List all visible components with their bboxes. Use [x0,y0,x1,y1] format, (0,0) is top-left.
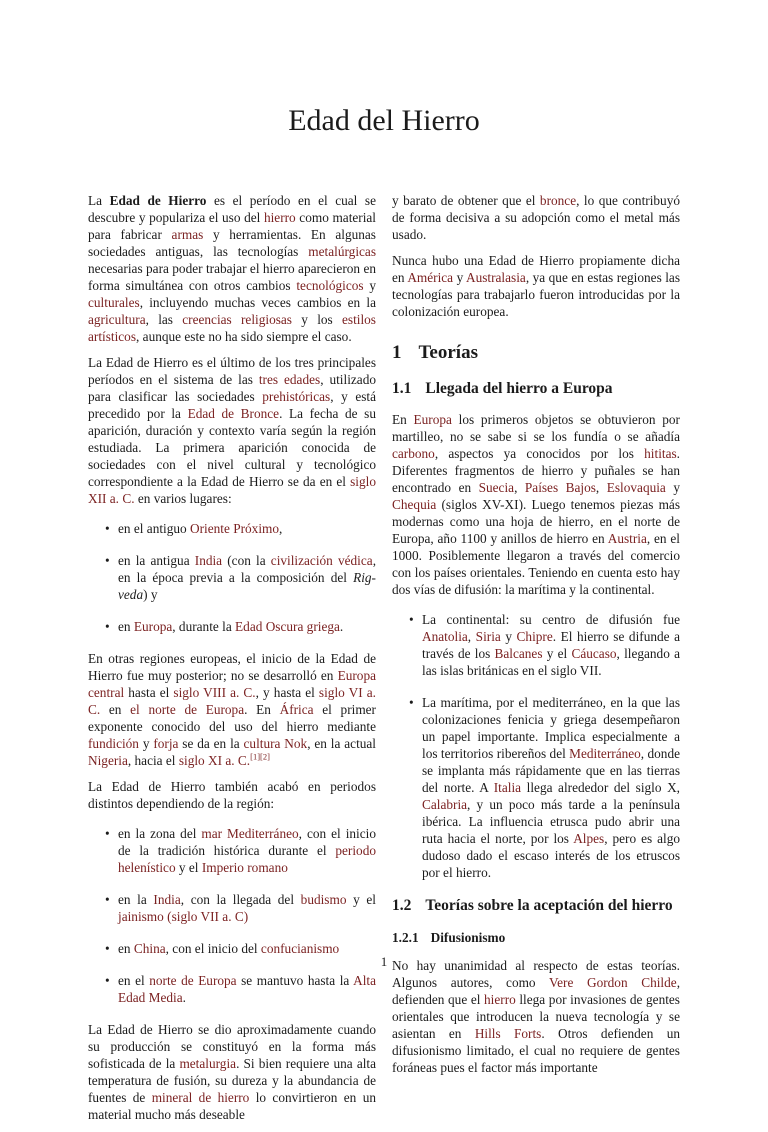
wiki-link[interactable]: metalurgia [179,1056,237,1071]
section-number: 1 [392,342,402,363]
wiki-link[interactable]: India [194,553,223,568]
text-run: . En [244,702,280,717]
list-item [422,694,680,881]
wiki-link[interactable]: siglo XII a. C. [88,474,376,506]
text-run: en la zona del [118,826,202,841]
section-heading [392,342,680,364]
section-number: 1.1 [392,380,412,397]
wiki-link[interactable]: África [279,702,314,717]
wiki-link[interactable]: Mediterráneo [569,746,641,761]
text-run: en la antigua [118,553,195,568]
text-run: , utilizado para clasificar las sociedades [88,372,376,404]
text-run: en [118,619,134,634]
list-item [118,825,376,876]
italic-text: Rig-veda [118,570,376,602]
text-run: , [467,629,476,644]
wiki-link[interactable]: mar Mediterráneo [201,826,299,841]
text-run: La Edad de Hierro se dio aproximadamente cuando su producción se constituyó en la forma más sofisticada de la [88,1022,376,1071]
text-run: (siglos XV-XI). Luego tenemos piezas más modernas como una hoja de hierro, en el norte de Europa, año 1100 y anillos de hierro en [392,497,680,546]
text-run: y [453,270,466,285]
text-run: . El hierro se difunde a través de los [422,629,680,661]
text-run: , y está precedido por la [88,389,377,421]
footnote-reference[interactable]: [1][2] [250,751,270,762]
paragraph [88,650,376,769]
section-heading [392,380,680,398]
wiki-link[interactable]: cultura Nok [243,736,308,751]
text-run: , llegando a las islas británicas en el siglo VII. [422,646,680,678]
text-run: en varios lugares: [134,491,232,506]
list-item [118,891,376,925]
text-run: , [595,480,607,495]
wiki-link[interactable]: (siglo VII a. C) [167,909,249,924]
paragraph [392,192,680,243]
text-run: , [514,480,525,495]
paragraph [392,252,680,320]
wiki-link[interactable]: Italia [493,780,522,795]
text-run: La continental: su centro de difusión fue [422,612,680,627]
text-run: , aspectos ya conocidos por los [434,446,645,461]
wiki-link[interactable]: siglo VI a. C. [88,685,376,717]
text-run: en [118,941,134,956]
text-run: y el [175,860,202,875]
wiki-link[interactable]: metalúrgicas [308,244,376,259]
section-number: 1.2 [392,897,412,914]
wiki-link[interactable]: hierro [263,210,296,225]
text-run: . [339,619,344,634]
text-run: necesarias para poder trabajar el hierro aparecieron en forma simultánea con otros cambios [88,261,376,293]
wiki-link[interactable]: budismo [300,892,347,907]
section-title: Teorías [418,342,478,363]
text-run: y [138,736,154,751]
text-run: , aunque este no ha sido siempre el caso. [136,329,352,344]
text-run: (con la [222,553,271,568]
wiki-link[interactable]: confucianismo [260,941,340,956]
text-run: . Si bien requiere una alta temperatura de fusión, su dureza y la abundancia de fuentes de [88,1056,377,1105]
text-run: , las [145,312,183,327]
text-run: La [88,193,110,208]
text-run: , durante la [172,619,236,634]
text-run: No hay unanimidad al respecto de estas teorías. Algunos autores, como [392,958,680,990]
text-run: , pero es algo dudoso dado el escaso interés de los etruscos por el hierro. [422,831,680,880]
text-run: En [392,412,414,427]
text-run: y los [291,312,342,327]
wiki-link[interactable]: Cáucaso [571,646,617,661]
page-title: Edad del Hierro [288,104,480,137]
wiki-link[interactable]: hititas [644,446,677,461]
wiki-link[interactable]: Balcanes [494,646,543,661]
list-item [118,552,376,603]
list-item [118,520,376,537]
paragraph [88,192,376,345]
wiki-link[interactable]: Nigeria [88,753,128,768]
wiki-link[interactable]: Imperio romano [201,860,288,875]
wiki-link[interactable]: Hills Forts [474,1026,542,1041]
text-run: , donde se implanta más rápidamente que en las tierras del norte. A [422,746,680,795]
text-run: en el [118,973,150,988]
wiki-link[interactable]: Chipre [516,629,553,644]
right-column [392,192,680,1132]
text-run: La Edad de Hierro es el último de los tres principales períodos en el sistema de las [88,355,376,387]
text-run: y barato de obtener que el [392,193,540,208]
wiki-link[interactable]: culturales [88,295,140,310]
wiki-link[interactable]: Oriente Próximo [190,521,280,536]
wiki-link[interactable]: tres edades [258,372,321,387]
wiki-link[interactable]: forja [153,736,179,751]
text-run: llega por invasiones de gentes orientales que introducen la nueva tecnología y se asientan en [392,992,680,1041]
text-run: el primer exponente conocido del uso del hierro mediante [88,702,376,734]
text-run: . Otros defienden un difusionismo limitado, el cual no requiere de gentes foráneas pues el factor más importante [392,1026,680,1075]
text-run: , [279,521,283,536]
wiki-link[interactable]: Chequia [392,497,437,512]
text-run: . Diferentes fragmentos de hierro y puñales se han encontrado en [392,446,680,495]
wiki-link[interactable]: Edad Oscura griega [235,619,340,634]
text-run: , lo que contribuyó de forma decisiva a su adopción como el metal más usado. [392,193,680,242]
bullet-list [88,520,376,635]
text-run: llega alrededor del siglo X, [521,780,681,795]
text-run: en el antiguo [118,521,191,536]
wiki-link[interactable]: Austria [607,531,647,546]
bullet-list [88,825,376,1006]
wiki-link[interactable]: Europa central [88,668,376,700]
text-run: , con la llegada del [180,892,301,907]
section-title: Difusionismo [430,930,506,945]
wiki-link[interactable]: fundición [88,736,139,751]
text-run: lo convirtieron en un material mucho más deseable [88,1090,376,1122]
text-run: , hacia el [127,753,179,768]
text-run: La marítima, por el mediterráneo, en la que las colonizaciones fenicia y griega desempeñaron un papel importante. Implica especialmente a los territorios ribereños del [422,695,680,761]
paragraph [88,354,376,507]
text-run: y el [346,892,376,907]
bullet-list [392,611,680,881]
wiki-link[interactable]: siglo VIII a. C. [173,685,256,700]
wiki-link[interactable]: mineral de hierro [151,1090,250,1105]
text-run: y herramientas. En algunas sociedades antiguas, las tecnologías [88,227,376,259]
wiki-link[interactable]: India [153,892,181,907]
text-run: La Edad de Hierro también acabó en periodos distintos dependiendo de la región: [88,779,376,811]
text-run: , defienden que el [392,975,681,1007]
wiki-link[interactable]: Europa [133,619,173,634]
wiki-link[interactable]: América [407,270,454,285]
wiki-link[interactable]: Edad de Bronce [187,406,280,421]
wiki-link[interactable]: periodo helenístico [118,843,376,875]
bold-text: Edad de Hierro [109,193,207,208]
text-run: Nunca hubo una Edad de Hierro propiamente dicha en [392,253,680,285]
paragraph [88,778,376,812]
text-run: , y un poco más tarde a la península ibérica. La influencia etrusca pudo abrir una ruta hacia el norte, por los [422,797,680,846]
wiki-link[interactable]: Alpes [573,831,605,846]
wiki-link[interactable]: Países Bajos [524,480,596,495]
wiki-link[interactable]: tecnológicos [296,278,364,293]
text-run: , en la actual [307,736,377,751]
list-item [118,972,376,1006]
wiki-link[interactable]: Australasia [465,270,526,285]
wiki-link[interactable]: Eslovaquia [606,480,666,495]
wiki-link[interactable]: Vere Gordon Childe [548,975,677,990]
paragraph [392,411,680,598]
text-run: ) y [143,587,158,602]
text-run: . [182,990,186,1005]
text-run: y [500,629,517,644]
list-item [422,611,680,679]
wiki-link[interactable]: jainismo [118,909,164,924]
text-run: como material para fabricar [88,210,377,242]
section-title: Llegada del hierro a Europa [425,380,613,397]
text-run: , incluyendo muchas veces cambios en la [139,295,376,310]
text-run: , con el inicio de la tradición histórica durante el [118,826,376,858]
section-heading [392,897,680,915]
section-number: 1.2.1 [392,930,419,945]
wiki-link[interactable]: siglo XI a. C. [178,753,251,768]
wiki-link[interactable]: carbono [392,446,435,461]
wiki-link[interactable]: norte de Europa [149,973,237,988]
paragraph [392,957,680,1076]
wiki-link[interactable]: bronce [539,193,577,208]
wiki-link[interactable]: Calabria [422,797,468,812]
wiki-link[interactable]: civilización védica [270,553,373,568]
two-column-layout [88,192,680,1132]
text-run: es el período en el cual se descubre y populariza el uso del [88,193,376,225]
wiki-link[interactable]: Alta Edad Media [118,973,376,1005]
list-item [118,618,376,635]
paragraph [88,1021,376,1123]
text-run: En otras regiones europeas, el inicio de la Edad de Hierro fue muy posterior; no se desarrolló en [88,651,376,683]
wiki-link[interactable]: China [133,941,166,956]
text-run: , ya que en estas regiones las tecnologías para trabajarlo fueron introducidas por la colonización europea. [392,270,681,319]
wiki-link[interactable]: armas [171,227,204,242]
wiki-link[interactable]: agricultura [88,312,146,327]
text-run: se da en la [178,736,244,751]
text-run: y [363,278,376,293]
text-run: . La fecha de su aparición, duración y contexto varía según la región estudiada. La primera aparición conocida de sociedades con el nivel cultural y tecnológico correspondiente a la Edad de Hierro se da en el [88,406,376,489]
text-run: los primeros objetos se obtuvieron por martilleo, no se sabe si se los fundía o se añadía [392,412,680,444]
text-run: y [665,480,680,495]
wiki-link[interactable]: Europa [413,412,452,427]
wiki-link[interactable]: hierro [484,992,516,1007]
text-run: hasta el [124,685,174,700]
section-heading [392,929,680,946]
text-run: , con el inicio del [165,941,261,956]
text-run: en [100,702,131,717]
wiki-link[interactable]: creencias religiosas [182,312,292,327]
text-run: , en la época previa a la composición del [118,553,377,585]
wiki-link[interactable]: prehistóricas [262,389,331,404]
wiki-link[interactable]: estilos artísticos [88,312,376,344]
text-run: , en el 1000. Posiblemente llegaron a través del comercio con los países orientales. Teniendo en cuenta esto hay dos vías de difusión: la marítima y la continental. [392,531,680,597]
text-run: se mantuvo hasta la [236,973,354,988]
left-column [88,192,376,1132]
wiki-link[interactable]: Siria [475,629,501,644]
text-run: en la [118,892,154,907]
text-run: , y hasta el [255,685,319,700]
text-run: y el [542,646,572,661]
wiki-link[interactable]: el norte de Europa [130,702,245,717]
section-title: Teorías sobre la aceptación del hierro [425,897,673,914]
wiki-link[interactable]: Anatolia [422,629,468,644]
page-number: 1 [380,954,388,969]
wiki-link[interactable]: Suecia [478,480,515,495]
